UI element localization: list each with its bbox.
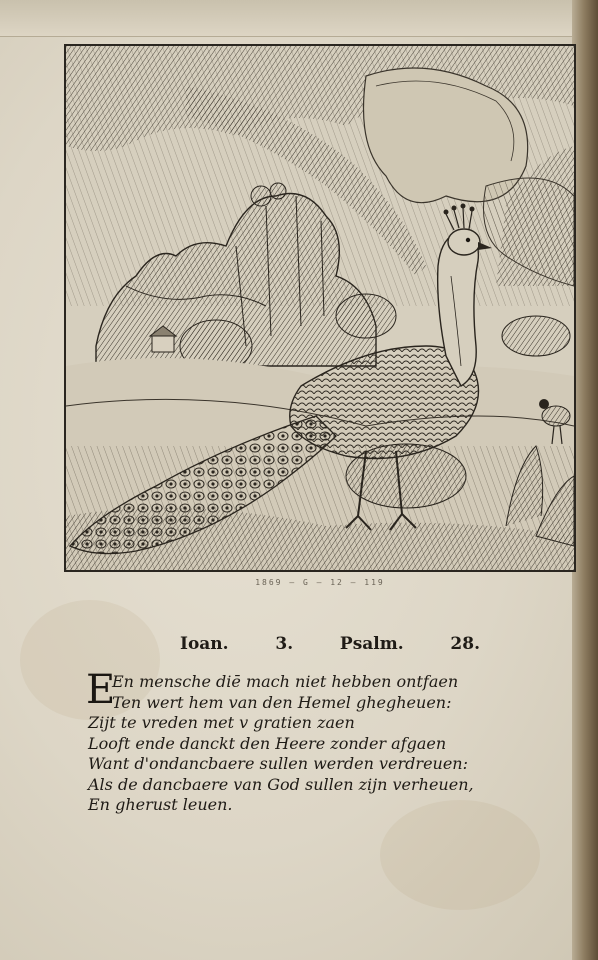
reference-book: Ioan. [180,634,229,654]
reference-psalm: Psalm. [339,634,404,654]
engraving-plate [64,44,576,572]
paper-stain [380,800,540,910]
poem-text [86,667,528,816]
plate-catalog-number: 1869 — G — 12 — 119 [255,578,385,587]
poem-line: Looft ende danckt den Heere zonder afgaen [88,733,447,753]
drop-cap-initial: E [86,667,116,713]
peacock-engraving-image [66,46,574,570]
poem-line: En mensche diē mach niet hebben ontfaen [112,672,459,691]
poem-line: Want d'ondancbaere sullen werden verdreuen: [88,754,468,773]
verse-reference [180,634,480,660]
reference-chapter: 3. [275,634,294,654]
reference-number: 28. [450,634,480,654]
poem-line: Ten wert hem van den Hemel ghegheuen: [112,692,452,712]
poem-line: Als de dancbaere van God sullen zijn verheuen, [88,774,474,794]
page-fold-top [0,0,598,37]
poem-line: En gherust leuen. [88,795,233,814]
poem-line: Zijt te vreden met v gratien zaen [88,713,355,732]
